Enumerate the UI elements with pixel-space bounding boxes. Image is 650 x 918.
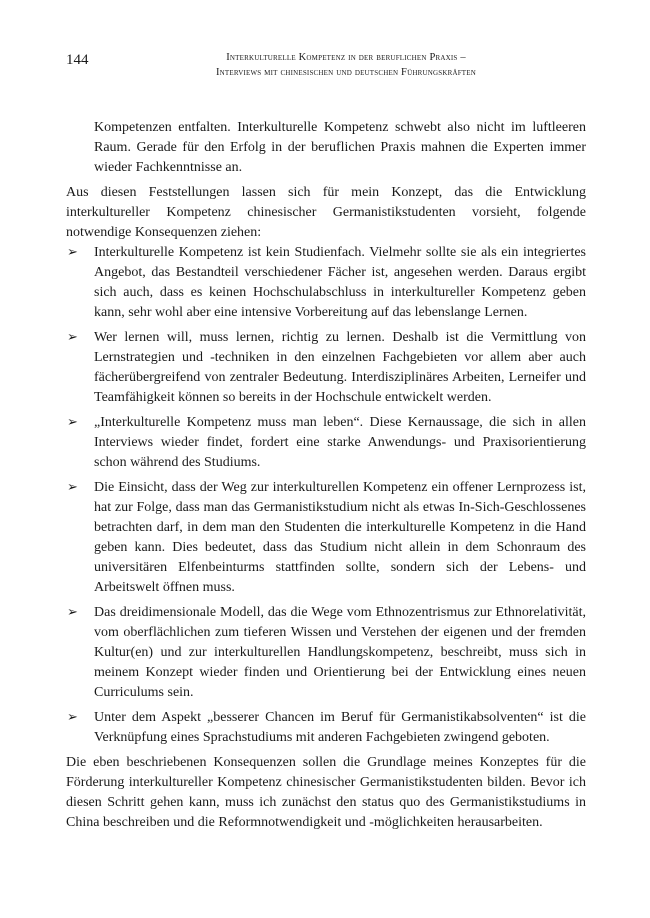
- arrowhead-bullet-icon: ➢: [67, 415, 78, 430]
- list-item-text: Das dreidimensionale Modell, das die Wege vom Ethnozentrismus zur Ethnorelativität, vom oberflächlichen zum tieferen Wissen und Verstehen der eigenen und der fremden Kultur(en) und zur interkulturellen Handlungskompetenz, beschreibt, muss sich in meinem Konzept wieder finden und Orientierung bei der Entwicklung eines neuen Curriculums sein.: [94, 605, 586, 700]
- arrowhead-bullet-icon: ➢: [67, 605, 78, 620]
- consequences-list: [66, 243, 586, 748]
- running-head-line-2: Interviews mit chinesischen und deutschen Führungskräften: [215, 67, 477, 78]
- arrowhead-bullet-icon: ➢: [67, 330, 78, 345]
- list-item-text: Die Einsicht, dass der Weg zur interkulturellen Kompetenz ein offener Lernprozess ist, hat zur Folge, dass man das Germanistikstudium nicht als etwas In-Sich-Geschlossenes betrachten darf, in dem man den Studenten die interkulturelle Kompetenz in die Hand geben kann. Dies bedeutet, dass das Studium nicht allein in dem Schonraum des universitären Elfenbeinturms stattfinden sollte, sondern sich der Lebens- und Arbeitswelt öffnen muss.: [94, 480, 586, 595]
- list-item-text: Wer lernen will, muss lernen, richtig zu lernen. Deshalb ist die Vermittlung von Lernstrategien und -techniken in den einzelnen Fachgebieten vor allem aber auch fächerübergreifend von zentraler Bedeutung. Interdisziplinäres Arbeiten, Lerneifer und Teamfähigkeit können so bereits in der Hochschule entwickelt werden.: [94, 330, 586, 405]
- running-head: [106, 50, 586, 80]
- closing-paragraph: Die eben beschriebenen Konsequenzen sollen die Grundlage meines Konzeptes für die Förderung interkultureller Kompetenz chinesischer Germanistikstudenten bilden. Bevor ich diesen Schritt gehen kann, muss ich zunächst den status quo des Germanistikstudiums in China beschreiben und die Reformnotwendigkeit und -möglichkeiten herausarbeiten.: [66, 755, 586, 830]
- running-head-line-1: Interkulturelle Kompetenz in der beruflichen Praxis –: [226, 52, 466, 63]
- list-item: [66, 478, 586, 598]
- arrowhead-bullet-icon: ➢: [67, 480, 78, 495]
- list-item: [66, 603, 586, 703]
- list-item: [66, 708, 586, 748]
- page-number: 144: [66, 52, 89, 68]
- arrowhead-bullet-icon: ➢: [67, 710, 78, 725]
- list-item: [66, 243, 586, 323]
- page-body: [66, 118, 586, 833]
- intro-continuation-paragraph: Kompetenzen entfalten. Interkulturelle Kompetenz schwebt also nicht im luftleeren Raum. Gerade für den Erfolg in der beruflichen Praxis mahnen die Experten immer wieder Fachkenntnisse an.: [94, 120, 586, 175]
- page-header: [66, 48, 586, 88]
- list-item-text: Interkulturelle Kompetenz ist kein Studienfach. Vielmehr sollte sie als ein integriertes Angebot, das Bestandteil verschiedener Fächer ist, angesehen werden. Daraus ergibt sich auch, dass es keinen Hochschulabschluss in interkultureller Kompetenz geben kann, sehr wohl aber eine intensive Vorbereitung auf das lebenslange Lernen.: [94, 245, 586, 320]
- list-item-text: „Interkulturelle Kompetenz muss man leben“. Diese Kernaussage, die sich in allen Interviews wieder findet, fordert eine starke Anwendungs- und Praxisorientierung schon während des Studiums.: [94, 415, 586, 470]
- list-item: [66, 413, 586, 473]
- arrowhead-bullet-icon: ➢: [67, 245, 78, 260]
- list-item-text: Unter dem Aspekt „besserer Chancen im Beruf für Germanistikabsolventen“ ist die Verknüpfung eines Sprachstudiums mit anderen Fachgebieten zwingend geboten.: [94, 710, 586, 745]
- lead-in-paragraph: Aus diesen Feststellungen lassen sich für mein Konzept, das die Entwicklung interkultureller Kompetenz chinesischer Germanistikstudenten vorsieht, folgende notwendige Konsequenzen ziehen:: [66, 185, 586, 240]
- list-item: [66, 328, 586, 408]
